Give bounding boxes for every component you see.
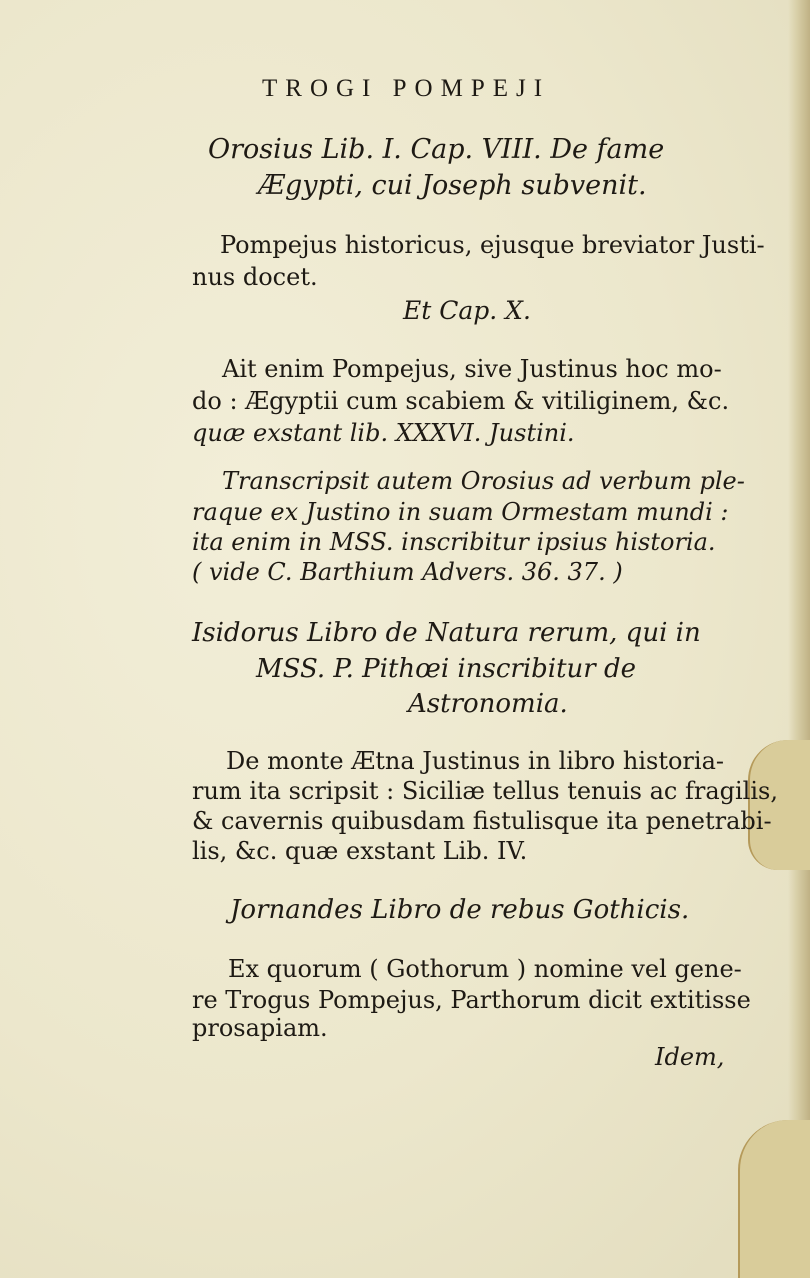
section-heading-line: Jornandes Libro de rebus Gothicis. bbox=[230, 895, 690, 925]
body-text-line: Pompejus historicus, ejusque breviator Justi- bbox=[220, 231, 765, 259]
page-edge bbox=[788, 0, 810, 1278]
body-text-line: Transcripsit autem Orosius ad verbum ple- bbox=[222, 467, 745, 495]
section-heading-line: Ægypti, cui Joseph subvenit. bbox=[258, 170, 647, 201]
body-text-line: rum ita scripsit : Siciliæ tellus tenuis ac fragilis, bbox=[192, 777, 778, 805]
torn-margin bbox=[738, 1120, 810, 1278]
section-heading-line: Isidorus Libro de Natura rerum, qui in bbox=[192, 618, 701, 648]
body-text-line: raque ex Justino in suam Ormestam mundi : bbox=[192, 498, 729, 526]
body-text-line: quæ exstant lib. XXXVI. Justini. bbox=[192, 419, 575, 447]
section-heading-line: Et Cap. X. bbox=[403, 296, 531, 325]
catchword: Idem, bbox=[655, 1043, 725, 1071]
section-heading-line: Astronomia. bbox=[408, 689, 568, 719]
body-text-line: & cavernis quibusdam fistulisque ita penetrabi- bbox=[192, 807, 772, 835]
running-header: TROGI POMPEJI bbox=[262, 75, 551, 102]
body-text-line: nus docet. bbox=[192, 263, 318, 291]
body-text-line: Ait enim Pompejus, sive Justinus hoc mo- bbox=[222, 355, 722, 383]
section-heading-line: MSS. P. Pithœi inscribitur de bbox=[256, 654, 637, 684]
body-text-line: ita enim in MSS. inscribitur ipsius historia. bbox=[192, 528, 716, 556]
body-text-line: ( vide C. Barthium Advers. 36. 37. ) bbox=[192, 558, 623, 586]
section-heading-line: Orosius Lib. I. Cap. VIII. De fame bbox=[208, 134, 665, 165]
body-text-line: prosapiam. bbox=[192, 1014, 328, 1042]
body-text-line: re Trogus Pompejus, Parthorum dicit extitisse bbox=[192, 986, 751, 1014]
body-text-line: do : Ægyptii cum scabiem & vitiliginem, &c. bbox=[192, 387, 730, 415]
body-text-line: Ex quorum ( Gothorum ) nomine vel gene- bbox=[228, 955, 742, 983]
body-text-line: De monte Ætna Justinus in libro historia- bbox=[226, 747, 724, 775]
body-text-line: lis, &c. quæ exstant Lib. IV. bbox=[192, 837, 528, 865]
